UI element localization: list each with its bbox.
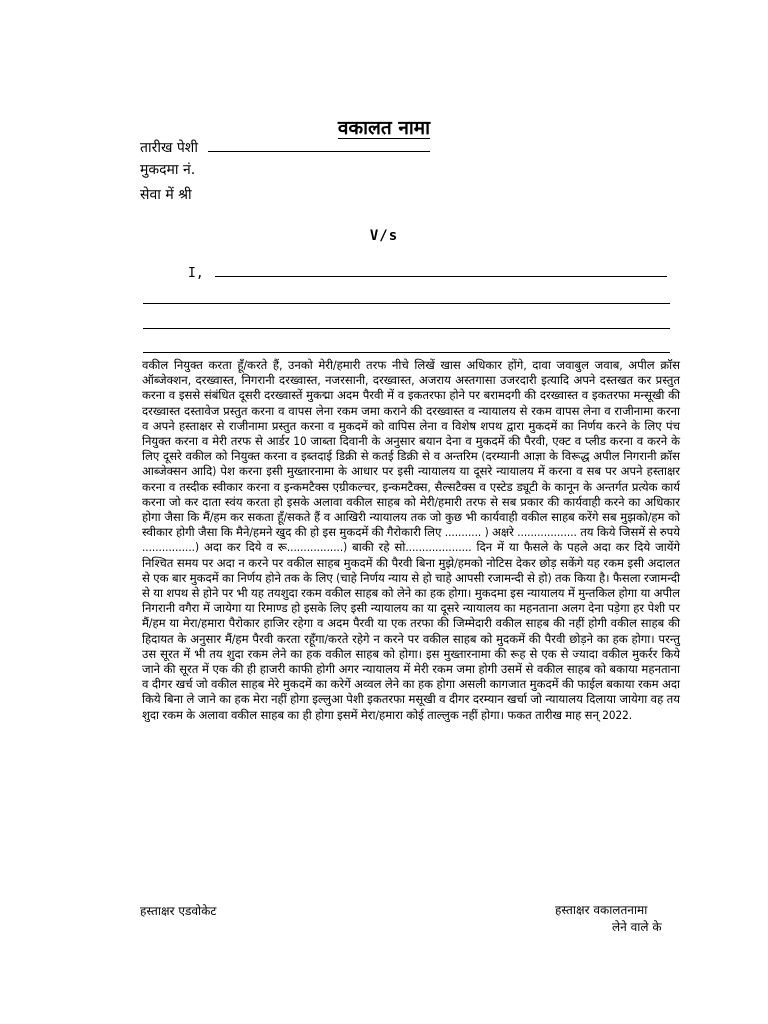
authorization-paragraph: वकील नियुक्त करता हूँ/करते हैं, उनको मेरी/हमारी तरफ नीचे लिखें खास अधिकार होंगे, दावा जवाबुल जवाब, अपील क्रॉस ऑब्जेक्शन, दरख्वास्त, निगरानी दरख्वास्त, नजरसानी, दरख्वास्त, अजराय अस्तगासा उजरदारी इत्यादि अपने दस्तखत कर प्रस्तुत करना व इससे संबंधित दूसरी दरख्वास्तें मुकद्मा अदम पैरवी में व इकतरफा होने पर बरामदगी की दरख्वास्त व इकतरफा मन्सूखी की दरख्वास्त दस्तावेज प्रस्तुत करना व वापस लेना रकम जमा कराने की दरख्वास्त व न्यायालय से रकम वापस लेना व राजीनामा करना व अपने हस्ताक्षर से राजीनामा प्रस्तुत करना व मुकदमें को वापिस लेना व विशेष शपथ द्वारा मुकदमें का निर्णय करने के लिए पंच नियुक्त करना व मेरी तरफ से आर्डर 10 जाब्ता दिवानी के अनुसार बयान देना व मुकदमें की पैरवी, एक्ट व प्लीड करना व करने के लिए दूसरे वकील को नियुक्त करना व इब्तदाई डिक्री से कतई डिक्री से व अन्तरिम (दरम्यानी आज्ञा के विरूद्ध अपील निगरानी क्रॉस आब्जेक्सन आदि) पेश करना इसी मुख्तारनामा के आधार पर इसी न्यायालय या दूसरे न्यायालय में करना व सब पर अपने हस्ताक्षर करना व तस्दीक स्वीकार करना व इन्कमटैक्स एग्रीकल्चर, इन्कमटैक्स, सैल्सटैक्स व एस्टेड ड्यूटी के कानून के अन्तर्गत प्रत्येक कार्य करना जो कर दाता स्वंय करता हो इसके अलावा वकील साहब को मेरी/हमारी तरफ से सब प्रकार की कार्यवाही करने का अधिकार होगा जैसा कि मैं/हम कर सकता हूँ/सकते हैं व आखिरी न्यायालय तक जो कुछ भी कार्यवाही वकील साहब करेंगे सब मुझको/हम को स्वीकार होगी जैसा कि मैने/हमने खुद की हो इस मुकदमें की गैरोकारी लिए ........... ) अक्षरे .................. तय किये जिसमें से रुपये ................) अदा कर दिये व रू.................) बाकी रहे सो.................... दिन में या फैसले के पहले अदा कर दिये जायेंगे निश्चित समय पर अदा न करने पर वकील साहब मुकदमें की पैरवी बिना मुझे/हमको नोटिस देकर छोड़ सकेंगे यह रकम इसी अदालत से एक बार मुकदमें का निर्णय होने तक के लिए (चाहे निर्णय न्याय से हो चाहे आपसी रजामन्दी से हो) तक किया है। फैसला रजामन्दी से या शपथ से होने पर भी यह तयशुदा रकम वकील साहब को लेने का हक होगा। मुकदमा इस न्यायालय में मुन्तकिल होगा या अपील निगरानी वगैरा में जायेगा या रिमाण्ड हो इसके लिए इसी न्यायालय का या दूसरे न्यायालय का महनताना अलग देना पड़ेगा हर पेशी पर मैं/हम या मेरा/हमारा पैरोकार हाजिर रहेगा व अदम पैरवी या एक तरफा की जिम्मेदारी वकील साहब की नहीं होगी वकील साहब की हिदायत के अनुसार मैं/हम पैरवी करता रहूँगा/करते रहेगे न करने पर वकील साहब को मुदकमें की पैरवी छोड़ने का हक होगा। परन्तु उस सूरत में भी तय शुदा रकम लेने का हक वकील साहब को होगा। इस मुख्तारनामा की रूह से एक से ज्यादा वकील मुकर्रर किये जाने की सूरत में एक की ही हाजरी काफी होगी अगर न्यायालय में मेरी रकम जमा होगी उसमें से वकील साहब को बकाया महनताना व दीगर खर्च जो वकील साहब मेरे मुकदमें का करेगें अव्वल लेने का हक होगा असली कागजात मुकदमें की फाईल बकाया रकम अदा किये बिना ले जाने का हक मेरा नहीं होगा इल्लुआ पेशी इकतरफा मसूखी व दीगर दरम्यान खर्चा जो न्यायालय दिलाया जायेगा वह तय शुदा रकम के अलावा वकील साहब का ही होगा इसमें मेरा/हमारा कोई ताल्लुक नहीं होगा। फकत तारीख माह सन् 2022.: [142, 358, 680, 722]
blank-line-2: [143, 328, 670, 329]
blank-line-1: [143, 303, 670, 304]
case-field: [140, 160, 195, 179]
client-signature-line-2: लेने वाले के: [612, 920, 662, 934]
i-label: I,: [188, 266, 204, 281]
document-title: वकालत नामा: [337, 117, 431, 139]
i-blank: [215, 275, 667, 277]
date-label: तारीख पेशी: [140, 140, 198, 156]
versus-label: V/s: [369, 228, 399, 244]
blank-line-3: [143, 352, 670, 353]
advocate-signature: हस्ताक्षर एडवोकेट: [140, 904, 217, 918]
service-field: [140, 185, 192, 204]
i-field: [188, 266, 667, 281]
date-field: [140, 138, 430, 157]
client-signature: [555, 902, 662, 936]
case-label: मुकदमा नं.: [140, 162, 196, 178]
date-blank: [208, 150, 430, 152]
client-signature-line-1: हस्ताक्षर वकालतनामा: [555, 903, 648, 917]
service-label: सेवा में श्री: [140, 187, 192, 203]
